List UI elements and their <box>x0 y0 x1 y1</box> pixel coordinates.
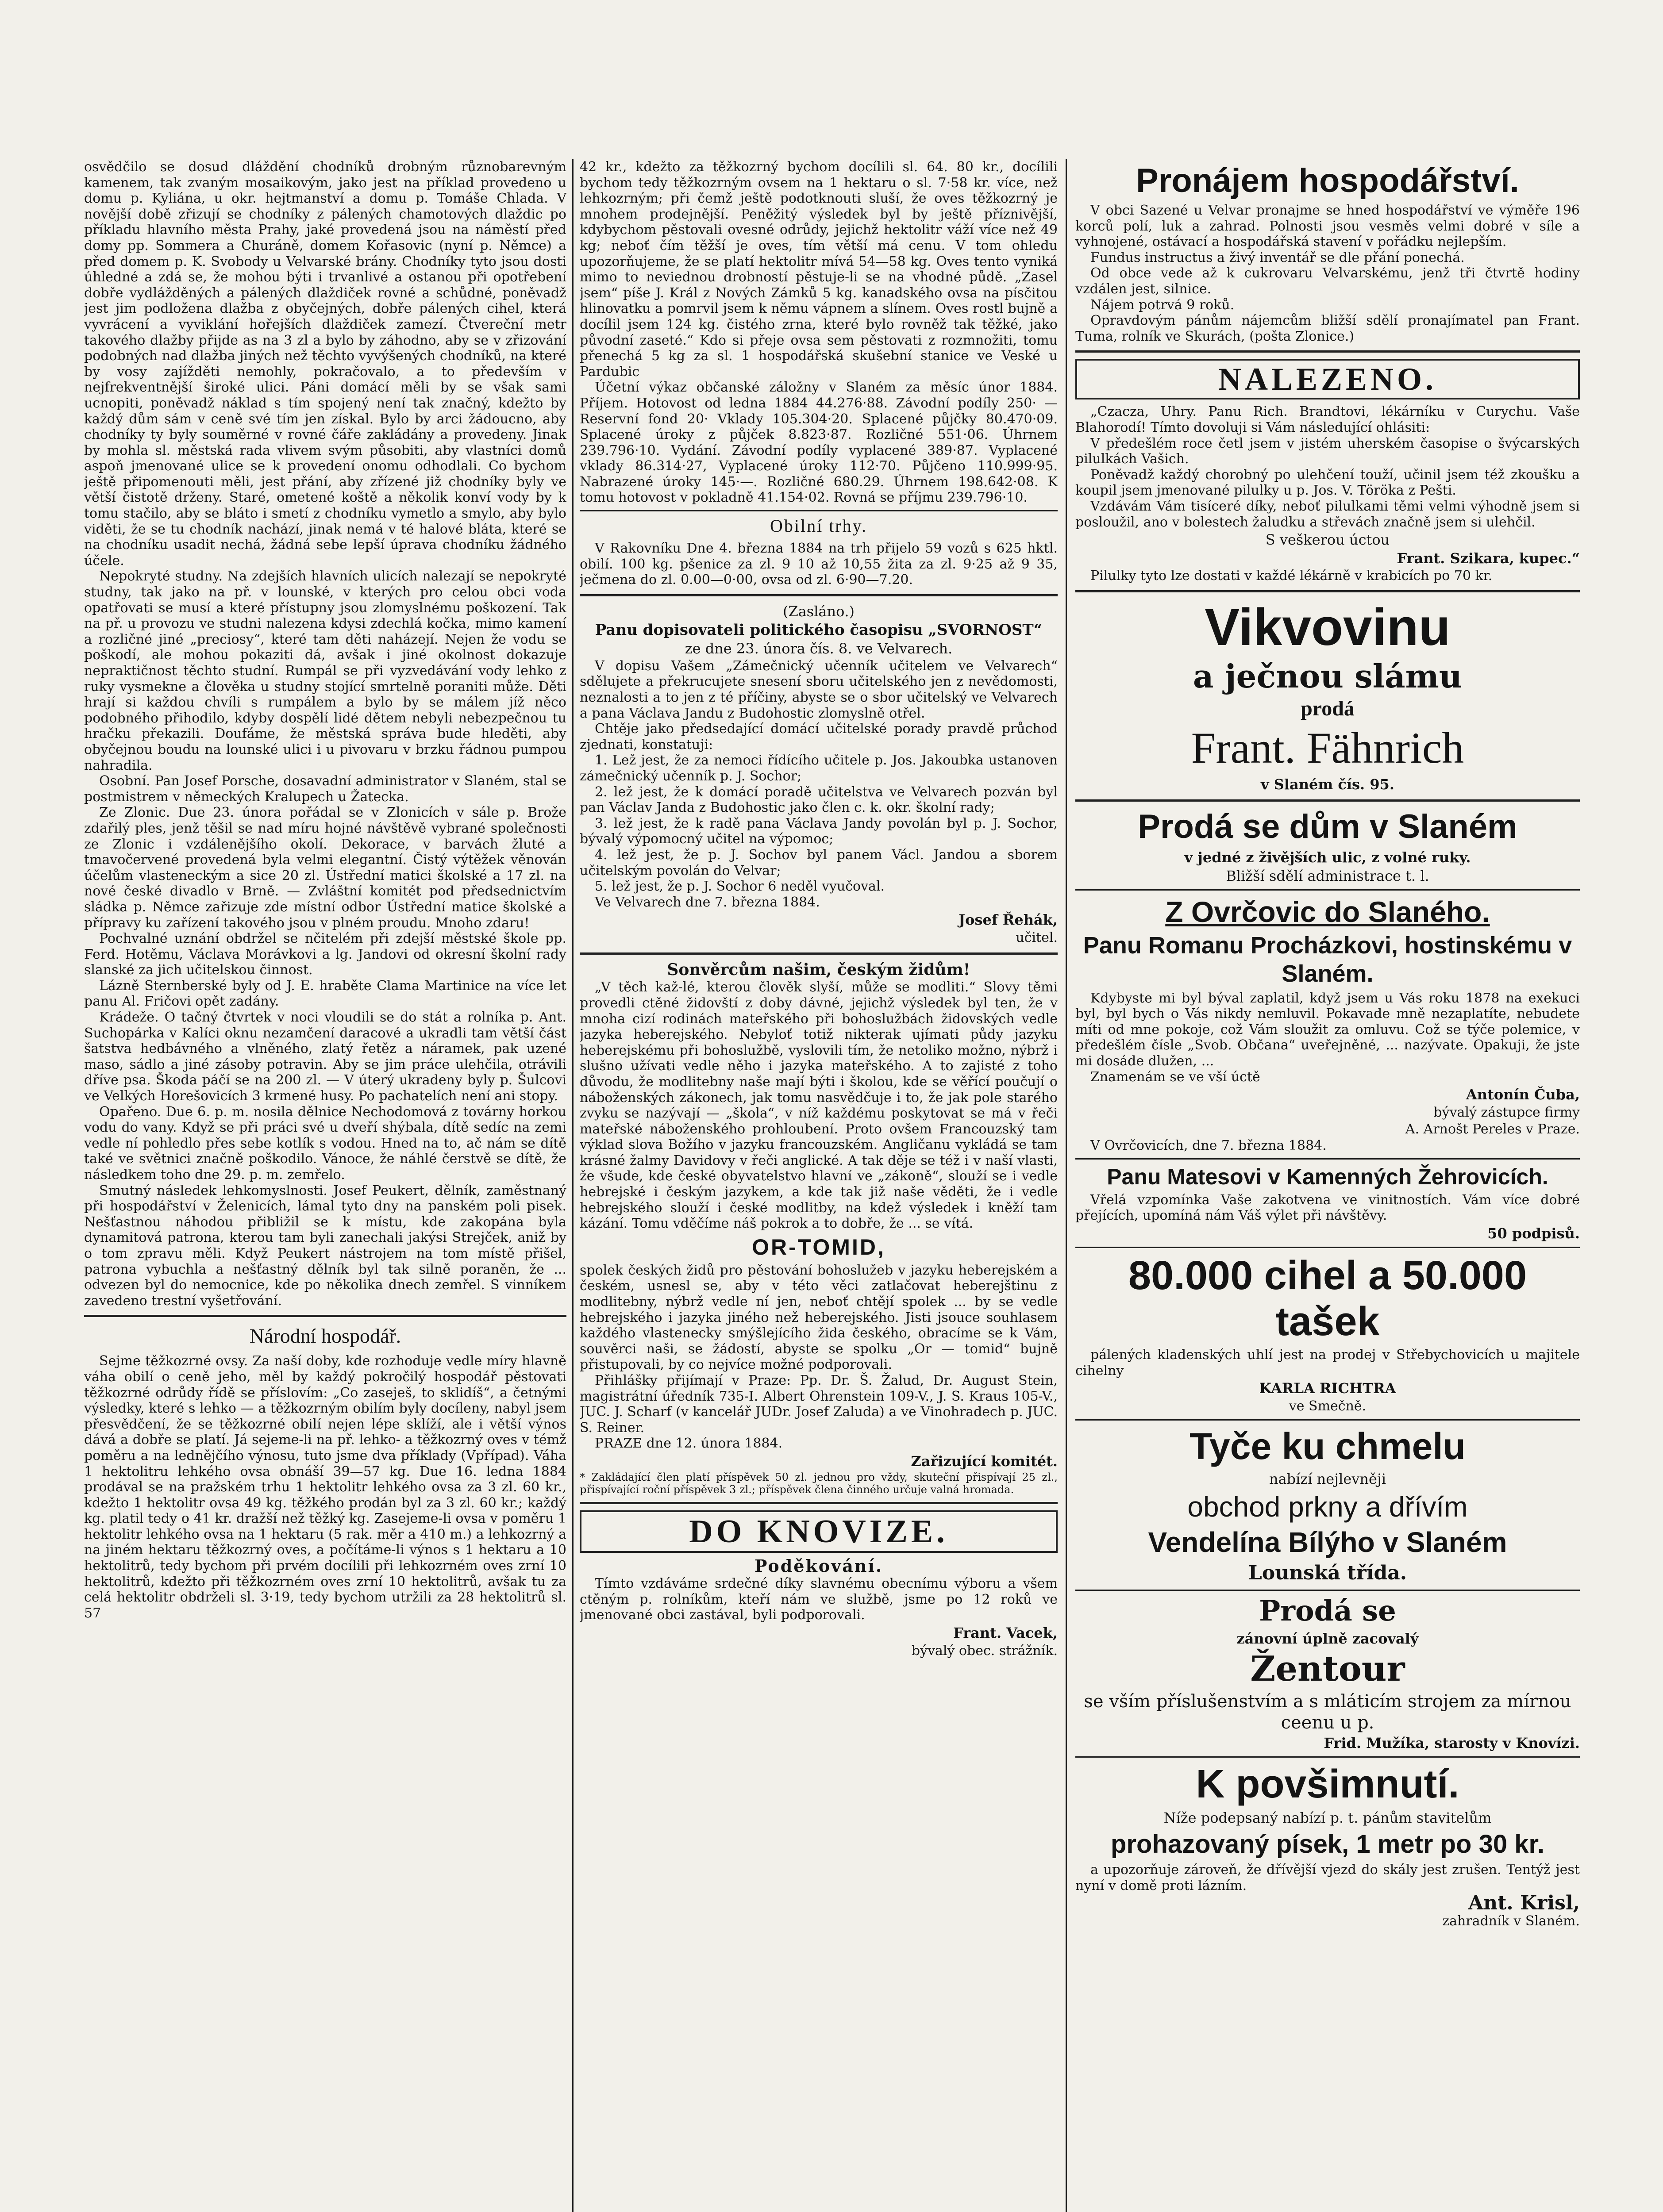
ad-tyce-nabizi: nabízí nejlevněji <box>1269 1471 1386 1488</box>
signature-richtr: KARLA RICHTRA <box>1259 1380 1396 1397</box>
ad-nalezeno-closing: S veškerou úctou <box>1265 531 1390 549</box>
article-smutny-nasledek: Smutný následek lehkomyslnosti. Josef Peukert, dělník, zaměstnaný při hospodářství v Želenicích, lámal tyto dny na panském poli pisek. Nešťastnou náhodou přibližil se k místu, kde zakopána byla dynamitová patrona, kterou tam byli zanechali jakýsi Strejček, aniž by o tom zpravu měli. Když Peukert nástrojem na tom místě přišel, patrona vybuchla a nešťastný dělník byl tak silně poraněn, že ... odvezen byl do nemocnice, kde po několika dnech zemřel. S vinníkem zavedeno trestní vyšetřování. <box>84 1183 566 1309</box>
heading-podekovani: Poděkování. <box>754 1555 883 1576</box>
ad-pisek-text: a upozorňuje zároveň, že dřívější vjezd do skály jest zrušen. Tentýž jest nyní v domě proti lázním. <box>1075 1862 1580 1893</box>
appeal-text-2: spolek českých židů pro pěstování bohoslužeb v jazyku heberejském a českém, usnesl se, aby v této věci zatlačovat heberejštinu z modlitebny, nýbrž vedle ní jen, neboť chtějí spolek ... by se vedle hebrejského i jazyka jiného než heberejského. Jisti jsouce souhlasem každého vlastenecky smýšlejícího žida českého, obracíme se k Vám, souvěrci naši, se žádostí, abyste se spolku „Or — tomid“ bujně přistupovali, by co nejvíce možné podporovali. <box>580 1262 1058 1373</box>
ad-pronajem-p5: Opravdovým pánům nájemcům bližší sdělí pronajímatel pan Frant. Tuma, rolník ve Skurách, (pošta Zlonice.) <box>1075 313 1580 344</box>
ad-heading-obchod: obchod prkny a dřívím <box>1187 1491 1468 1523</box>
signature-rehak-title: učitel. <box>1016 930 1058 946</box>
letter-place-date: Ve Velvarech dne 7. března 1884. <box>595 894 820 910</box>
ad-heading-fahnrich: Frant. Fähnrich <box>1191 723 1464 772</box>
signature-muzik: Frid. Mužíka, starosty v Knovízi. <box>1324 1735 1580 1752</box>
divider <box>1075 799 1580 802</box>
ad-heading-pronajem: Pronájem hospodářství. <box>1136 162 1519 200</box>
ad-heading-jecnou-slamu: a ječnou slámu <box>1193 657 1463 695</box>
divider <box>1075 1247 1580 1248</box>
podekovani-text: Tímto vzdáváme srdečné díky slavnému obecnímu výboru a všem ctěným p. rolníkům, kteří nám ve službě, jsme po 12 roků ve jmenované obci zastával, byli podporovali. <box>580 1575 1058 1623</box>
ad-heading-vendelina: Vendelína Bílýho v Slaném <box>1148 1526 1507 1559</box>
ad-pronajem-p2: Fundus instructus a živý inventář se dle přání ponechá. <box>1090 250 1465 265</box>
ad-dum-text2: Bližší sdělí administrace t. l. <box>1226 867 1429 884</box>
heading-or-tomid: OR-TOMID, <box>752 1234 885 1260</box>
section-heading-narodni-hospodar: Národní hospodář. <box>249 1325 401 1348</box>
ad-heading-zentour: Žentour <box>1250 1649 1405 1690</box>
ad-nalezeno-p5: Pilulky tyto lze dostati v každé lékárně v krabicích po 70 kr. <box>1090 568 1493 584</box>
divider <box>1075 1158 1580 1160</box>
signature-richtr-place: ve Smečně. <box>1289 1398 1367 1414</box>
letter-item-3: 3. lež jest, že k radě pana Václava Jandy povolán byl p. J. Sochor, bývalý výpomocný učitel na výpomoc; <box>580 815 1058 847</box>
appeal-text: „V těch kaž-lé, kterou člověk slyší, může se modliti.“ Slovy těmi provedli ctěné židovští z doby dávné, jejichž výsledek byl ten, že v mnoha cizí rodinách mateřského při bohoslužbách židovských vedle jazyka heberejského. Nebyloť totiž nikterak ujímati půdy jazyku heberejskému při bohoslužbě, vyslovili tím, že netoliko možno, nýbrž i slušno užívati vedle něho i jazyka mateřského. A to zajisté z toho důvodu, že modlitebny naše mají býti i školou, kde se věřící poučují o náboženských zákonech, jak tomu nasvědčuje i to, že jak pole starého zvyku se nazývají — „škola“, v níž každému poskytovat se má v řeči mateřské náboženského prohloubení. Proto ovšem Francouzský tam výklad slova Božího v jazyku francouzském. Angličanu vykládá se tam krásné žalmy Davidovy v řeči anglické. A tak děje se též i v naší vlasti, že všude, kde české obyvatelstvo hlavní ve „zákoně“, slouží se i vedle hebrejské i českým jazykem, a kde tak již naše věděti, že i vedle hebrejského slouží i české modlitby, na kdež výsledek i kněží tam kázání. Tomu vděčíme náš pokrok a to dobře, že ... se vítá. <box>580 979 1058 1232</box>
article-lazne: Lázně Sternberské byly od J. E. hraběte Clama Martinice na více let panu Al. Fričovi opět zadány. <box>84 978 566 1010</box>
divider <box>580 952 1058 955</box>
divider <box>580 510 1058 511</box>
divider <box>1075 350 1580 353</box>
article-ovsy-cont: 42 kr., kdežto za těžkozrný bychom docílili sl. 64. 80 kr., docílili bychom tedy těžkozrným ovsem na 1 hektaru o sl. 7·58 kr. více, než lehkozrným; při čemž ještě podotknouti sluší, že oves těžkozrný je mnohem prodejnější. Peněžitý výsledek byl by ještě příznivější, kdybychom pěstovali ovesné odrůdy, jejichž hektolitr váží více než 49 kg; neboť čím těžší je oves, tím větší má cenu. V tom ohledu upozorňujeme, že se platí hektolitr mívá 54—58 kg. Oves tento vyniká mimo to neviednou drobností pěstuje-li se na vhodné půdě. „Zasel jsem“ píše J. Král z Nových Zámků 5 kg. kanadského ovsa na písčitou hlinovatku a pomrvil jsem k němu vápnem a slínem. Oves rostl bujně a docílil jsem 124 kg. čistého zrna, které bylo rovněž tak těžké, jako původní zaseté.“ Kdo si přeje ovsa sem pěstovati z rozmnožiti, tomu přenechá 5 kg za sl. 1 hospodářská skušební stanice ve Veské u Pardubic <box>580 159 1058 380</box>
heading-souvercum: Sonvěrcům našim, českým židům! <box>667 960 970 979</box>
ad-pronajem-p4: Nájem potrvá 9 roků. <box>1090 297 1235 313</box>
appeal-contacts: Přihlášky přijímají v Praze: Pp. Dr. Š. Žalud, Dr. August Stein, magistrátní úředník 735-I. Albert Ohrenstein 109-V., J. S. Kraus 105-V., JUC. J. Scharf (v kancelář JUDr. Josef Zaluda) a ve Vinohradech p. JUC. S. Reiner. <box>580 1373 1058 1436</box>
divider <box>84 1315 566 1317</box>
signature-cuba-firm: A. Arnošt Pereles v Praze. <box>1405 1121 1580 1137</box>
signature-rehak: Josef Řehák, <box>958 911 1058 929</box>
ad-matesovi-text: Vřelá vzpomínka Vaše zakotvena ve vinitnostích. Vám více dobré přejících, upomíná nám Váš výlet při návštěvy. <box>1075 1192 1580 1224</box>
subheading-svornost: ze dne 23. února čís. 8. ve Velvarech. <box>685 640 953 657</box>
column-rule <box>1066 159 1067 2212</box>
ad-povsimnuti-text: Níže podepsaný nabízí p. t. pánům stavitelům <box>1163 1809 1492 1827</box>
signature-komitet: Zařizující komitét. <box>911 1452 1058 1470</box>
signature-szikara: Frant. Szikara, kupec.“ <box>1397 550 1580 567</box>
divider <box>580 1502 1058 1504</box>
ad-pronajem-p1: V obci Sazené u Velvar pronajme se hned hospodářství ve výměře 196 korců polí, luk a zahrad. Polnosti jsou vesměs velmi dobré v síle a vyhnojené, ostávací a hospodářská stavení v pořádku nejlepším. <box>1075 203 1580 250</box>
column-3 <box>1075 159 1580 2212</box>
ad-fahnrich-address: v Slaném čís. 95. <box>1261 776 1394 793</box>
article-kradeze: Krádeže. O tačný čtvrtek v noci vloudili se do stát a rolníka p. Ant. Suchopárka v Kalíci oknu nezamčení daracové a ukradli tam větší část šatstva hedbávného a vlněného, zlatý řetěz a náramek, pak uzené maso, sádlo a jiné zásoby potravin. Aby se jim práce ulehčila, otrávili dříve psa. Škoda páčí se na 200 zl. — V úterý ukradeny byly p. Šulcovi ve Velkých Horešovicích 3 krmené husy. Po pachatelích není ani stopy. <box>84 1010 566 1104</box>
ad-nalezeno-p2: V předešlém roce četl jsem v jistém uherském časopise o švýcarských pilulkách Vašich. <box>1075 435 1580 467</box>
ad-cihel-text: pálených kladenských uhlí jest na prodej v Střebychovicích u majitele cihelny <box>1075 1347 1580 1379</box>
ad-heading-matesovi: Panu Matesovi v Kamenných Žehrovicích. <box>1107 1164 1548 1189</box>
letter-item-1: 1. Lež jest, že za nemoci řídícího učitele p. Jos. Jakoubka ustanoven zámečnický učenník p. J. Sochor; <box>580 753 1058 784</box>
ad-nalezeno-p1: „Czacza, Uhry. Panu Rich. Brandtovi, lékárníku v Curychu. Vaše Blahorodí! Tímto dovoluji si Vám následující ohlásiti: <box>1075 404 1580 435</box>
ad-heading-vikvovinu: Vikvovinu <box>1205 598 1451 657</box>
ad-heading-nalezeno: NALEZENO. <box>1075 359 1580 399</box>
divider <box>1075 1756 1580 1758</box>
ad-nalezeno-p4: Vzdávám Vám tisíceré díky, neboť pilulkami těmi velmi výhodně jsem si posloužil, ano v bolestech žaludku a střevách značně jsem si ulehčil. <box>1075 498 1580 530</box>
divider <box>1075 1419 1580 1421</box>
signature-50-podpisu: 50 podpisů. <box>1487 1225 1580 1242</box>
appeal-date: PRAZE dne 12. února 1884. <box>595 1436 783 1452</box>
ad-zentour-text: se vším příslušenstvím a s mláticím strojem za mírnou ceenu u p. <box>1084 1691 1571 1733</box>
article-opareno: Opařeno. Due 6. p. m. nosila dělnice Nechodomová z továrny horkou vodu do vany. Když se při práci své u dveří shýbala, dítě sedíc na zemi vedle ní pohledlo přes sebe kotlík s vodou. Hned na to, ač nám se dítě také ve světnici značně poškodilo. Vánoce, že náhlé čerstvě se dítě, že následkem toho dne 29. p. m. zemřelo. <box>84 1104 566 1183</box>
ad-pronajem-p3: Od obce vede až k cukrovaru Velvarskému, jenž tři čtvrtě hodiny vzdálen jest, silnice. <box>1075 265 1580 297</box>
letter-p2: Chtěje jako předsedající domácí učitelské porady pravdě průchod zjednati, konstatuji: <box>580 721 1058 753</box>
article-pochvalne-uznani: Pochvalné uznání obdržel se nčitelém při zdejší městské škole pp. Ferd. Hotěmu, Václava Morávkovi a lg. Jandovi od okresní školní rady slanské za jich učitelskou činnost. <box>84 931 566 978</box>
divider <box>580 594 1058 596</box>
ad-proda: prodá <box>1301 696 1355 720</box>
ad-ovrcovice-closing: Znamenám se ve vší úctě <box>1090 1069 1260 1085</box>
ad-heading-romanu: Panu Romanu Procházkovi, hostinskému v Slaném. <box>1083 932 1572 987</box>
article-ucetni-vykaz: Účetní výkaz občanské záložny v Slaném za měsíc únor 1884. Příjem. Hotovost od ledna 1884 44.276·88. Závodní podíly 250· — Reservní fond 20· Vklady 105.304·20. Splacené půjčky 80.470·09. Splacené úroky z půjček 8.823·87. Rozličné 551·06. Úhrnem 239.796·10. Vydání. Závodní podíly vyplacené 389·87. Vyplacené vklady 86.314·27, Vyplacené úroky 112·70. Půjčeno 110.999·95. Nabrazené úroky 145·—. Rozličné 680.29. Úhrnem 198.642·08. K tomu hotovost v pokladně 41.154·02. Rovná se příjmu 239.796·10. <box>580 380 1058 506</box>
zaslano-label: (Zaslánо.) <box>782 603 855 620</box>
ad-heading-tyce: Tyče ku chmelu <box>1189 1425 1466 1467</box>
letter-p1: V dopisu Vašem „Zámečnický učenník učitelem ve Velvarech“ sdělujete a překrucujete snesení sboru učitelského jen z nevědomosti, neznalosti a to jen z té příčiny, abyste se o sbor učitelský ve Velvarech a pana Václava Jandu z Budohostic zlomyslně otřel. <box>580 658 1058 721</box>
divider <box>1075 1590 1580 1591</box>
divider <box>1075 889 1580 891</box>
ad-heading-pisek: prohazovaný písek, 1 metr po 30 kr. <box>1111 1830 1544 1859</box>
ad-ovrcovice-text: Kdybyste mi byl býval zaplatil, když jsem u Vás roku 1878 na exekuci byl, byl bych o Vás nikdy nemluvil. Pokavade mně nezaplatíte, nebudete míti od mne pokoje, což Vám sloužit za omluvu. Což se týče polemice, v předešlém čísle „Svob. Občana“ uveřejněné, ... nazývate. Opakuji, že jste mi dosáde dlužen, ... <box>1075 990 1580 1069</box>
ad-nalezeno-p3: Poněvadž každý chorobný po ulehčení touží, učinil jsem též zkoušku a koupil jsem jmenované pilulky u p. Jos. V. Töröka z Pešti. <box>1075 467 1580 499</box>
article-osobni: Osobní. Pan Josef Porsche, dosavadní administrator v Slaném, stal se postmistrem v německých Kralupech u Žatecka. <box>84 773 566 805</box>
article-ovsy: Sejme těžkozrné ovsy. Za naší doby, kde rozhoduje vedle míry hlavně váha obilí o ceně jeho, měl by každý pokročilý hospodář pěstovati těžkozrné odrůdy řídě se příslovím: „Co zaseješ, to sklidíš“, a četnými výsledky, které s lehko — a těžkozrným obilím byly docíleny, nabyl jsem přesvědčení, že se těžkozrné obilí nejen lépe sklíží, ale i větší výnos dává a dobře se platí. Já sejeme-li na př. lehko- a těžkozrný oves v témž poměru a na lednějčího výnosu, tuto jsme dva příklady (Vpřípad). Váha 1 hektolitru lehkého ovsa obnáší 39—57 kg. Due 16. ledna 1884 prodával se na pražském trhu 1 hektolitr lehkého ovsa za 3 zl. 60 kr., kdežto 1 hektolitr ovsa 49 kg. těžkého prodán byl za 3 zl. 60 kr.; každý kg. platil tedy o 41 kr. dražší než těžký kg. Zasejeme-li ovsa v poměru 1 hektolitr lehkého ovsa na 1 hektaru (5 rak. měr a 410 m.) a lehkozrný a na jiném hektaru těžkozrný oves, a počítáme-li výnos s 1 hektaru a 10 hektolitrů, tedy bychom při prvém docílili při lehkozrném oves zrní 10 hektolitrů, kdežto při těžkozrném oves zrní 10 hektolitrů, avšak tu za celá hektolitr obdrželi sl. 3·19, tedy bychom utržili za 28 hektolitrů sl. 57 <box>84 1353 566 1621</box>
heading-do-knovize: DO KNOVIZE. <box>580 1510 1058 1553</box>
section-heading-obilni-trhy: Obilní trhy. <box>770 516 868 536</box>
signature-vacek-title: bývalý obec. strážník. <box>911 1643 1058 1659</box>
signature-vacek: Frant. Vacek, <box>953 1624 1058 1641</box>
signature-krisl: Ant. Krisl, <box>1468 1892 1580 1915</box>
article-rakovnik: V Rakovníku Dne 4. března 1884 na trh přijelo 59 vozů s 625 hktl. obilí. 100 kg. pšenice za zl. 9 10 až 10,55 žita za zl. 9·25 až 9 35, ječmena do zl. 0.00—0·00, ovsa od zl. 6·90—7.20. <box>580 541 1058 588</box>
ad-zanovni: zánovní úplně zacovalý <box>1236 1630 1419 1647</box>
ad-heading-povsimnuti: K povšimnutí. <box>1196 1762 1459 1807</box>
appeal-footnote: * Zakládající člen platí příspěvek 50 zl. jednou pro vždy, skuteční přispívají 25 zl., přispívající roční příspěvek 3 zl.; příspěvek člena činného určuje valná hromada. <box>580 1471 1058 1496</box>
divider <box>1075 590 1580 592</box>
ad-heading-ovrcovice: Z Ovrčovic do Slaného. <box>1165 895 1490 928</box>
ad-ovrcovice-date: V Ovrčovicích, dne 7. března 1884. <box>1090 1138 1327 1154</box>
signature-cuba-title: bývalý zástupce firmy <box>1433 1105 1580 1121</box>
ad-heading-proda-se: Prodá se <box>1259 1594 1396 1628</box>
letter-item-5: 5. lež jest, že p. J. Sochor 6 neděl vyučoval. <box>595 879 885 895</box>
ad-lounska-trida: Lounská třída. <box>1248 1562 1407 1585</box>
ad-dum-text: v jedné z živějších ulic, z volné ruky. <box>1184 849 1471 866</box>
newspaper-page <box>84 159 1580 2212</box>
signature-krisl-title: zahradník v Slaném. <box>1442 1913 1580 1929</box>
heading-svornost: Panu dopisovateli politického časopisu „SVORNOST“ <box>595 621 1043 639</box>
signature-cuba: Antonín Čuba, <box>1466 1086 1580 1103</box>
letter-item-4: 4. lež jest, že p. J. Sochov byl panem Václ. Jandou a sborem učitelským povolán do Velvar; <box>580 847 1058 879</box>
ad-heading-dum: Prodá se dům v Slaném <box>1138 807 1517 845</box>
column-1 <box>84 159 566 2212</box>
ad-heading-cihel: 80.000 cihel a 50.000 tašek <box>1128 1253 1527 1344</box>
article-zlonice: Ze Zlonic. Due 23. února pořádal se v Zlonicích v sále p. Brože zdařilý ples, jenž těšil se nad míru hojné návštěvě vybrané společnosti ze Zlonic i vzdálenějšího okolí. Dekorace, v barvách žluté a tmavočervené provedená byla velmi elegantní. Čistý výtěžek věnován účelům vlasteneckým a sice 20 zl. Ústřední matici školské a 17 zl. na nové české divadlo v Brně. — Zvláštní komitét pod předsednictvím sládka p. Němce zařizuje zde místní odbor Ústřední matice školské a přípravy ku zařízení takového jsou v plném proudu. Mnoho zdaru! <box>84 805 566 931</box>
column-rule <box>572 159 574 2212</box>
article-studny: Nepokryté studny. Na zdejších hlavních ulicích nalezají se nepokryté studny, tak jako na př. v lounské, v kterých pro celou obci voda opatřovati se musí a které přístupny jsou zlomyslnému poškození. Tak na př. u provozu ve studni nalezena kdysi zdechlá kočka, mimo kamení a rozličné jiné „preciosy“, které tam děti naházejí. Nejen že vodu se poškodí, ale mohou pokaziti dá, avšak i jiné okolnost dokazuje nepraktičnost těchto studní. Rumpál se při vyzvedávání vody lehko z ruky vysmekne a člověka u studny stojící smrtelně poraniti může. Děti hrají si každou chvíli s rumpálem a bylo by se málem jíž něco podobného přihodilo, kdyby dospělí lidé dětem nebyli nebezpečnou tu hračku překazili. Doufáme, že městská správa bude hleděti, aby obyčejnou boudu na lounské ulici i u pivovaru v brzku řádnou pumpou nahradila. <box>84 568 566 773</box>
article-chodniky: osvědčilo se dosud dláždění chodníků drobným různobarevným kamenem, tak zvaným mosaikovým, jako jest na příklad provedeno u domu p. Kyliána, u okr. hejtmanství a domu p. Tomáše Chlada. V novější době zřizují se chodníky z pálených chamotových dlaždic po příkladu hlavního města Prahy, jaké provedená jsou na náměstí před domy pp. Sommera a Churáně, domem Kořasovic (nyní p. Němce) a před domem p. K. Svobody u Velvarské brány. Chodníky tyto jsou dosti úhledné a zdá se, že mohou býti i trvanlivé a ostanou při opotřebení dobře vydlážděných a pálených dlaždiček rovné a schůdné, poněvadž jest jim podložena dlažba z obyčejných, dobře pálených cihel, která vyvrácení a vyviklání hořejších dlaždiček zamezí. Čtvereční metr takového dlažby přijde as na 3 zl a bylo by záhodno, aby se v zřizování podobných nad dlažba jiných než těchto vyvýšených chodníků, na které by vosy zajížděti nemohly, pokračovalo, a to především v nejfrekventnější široké ulici. Páni domácí měli by se však sami ucnopiti, poněvadž náklad s tím spojený není tak značný, kdežto by každý dům sám v ceně své tím jen získal. Bylo by arci žádoucno, aby chodníky ty byly souměrné v rovné čáře zakládány a provedeny. Jinak by mohla sl. městská rada vlivem svým působiti, aby vlastníci domů aspoň jmenované ulice se k provedení onomu odhodlali. Co bychom ještě připomenouti měli, jest přání, aby zřízené již chodníky byly ve větší čistotě drženy. Staré, ometené koště a několik konví vody by k tomu stačilo, aby se bláto i smetí z chodníku vymetlo a smylo, aby bylo viděti, že se tu chodník nachází, jinak nemá v té halové bláta, které se na chodníku usadit nechá, žádná sebe lepší úprava chodníku žádného účele. <box>84 159 566 568</box>
letter-item-2: 2. lež jest, že k domácí poradě učitelstva ve Velvarech pozván byl pan Václav Janda z Budohostic jako člen c. k. okr. školní rady; <box>580 784 1058 816</box>
column-2 <box>580 159 1058 2212</box>
